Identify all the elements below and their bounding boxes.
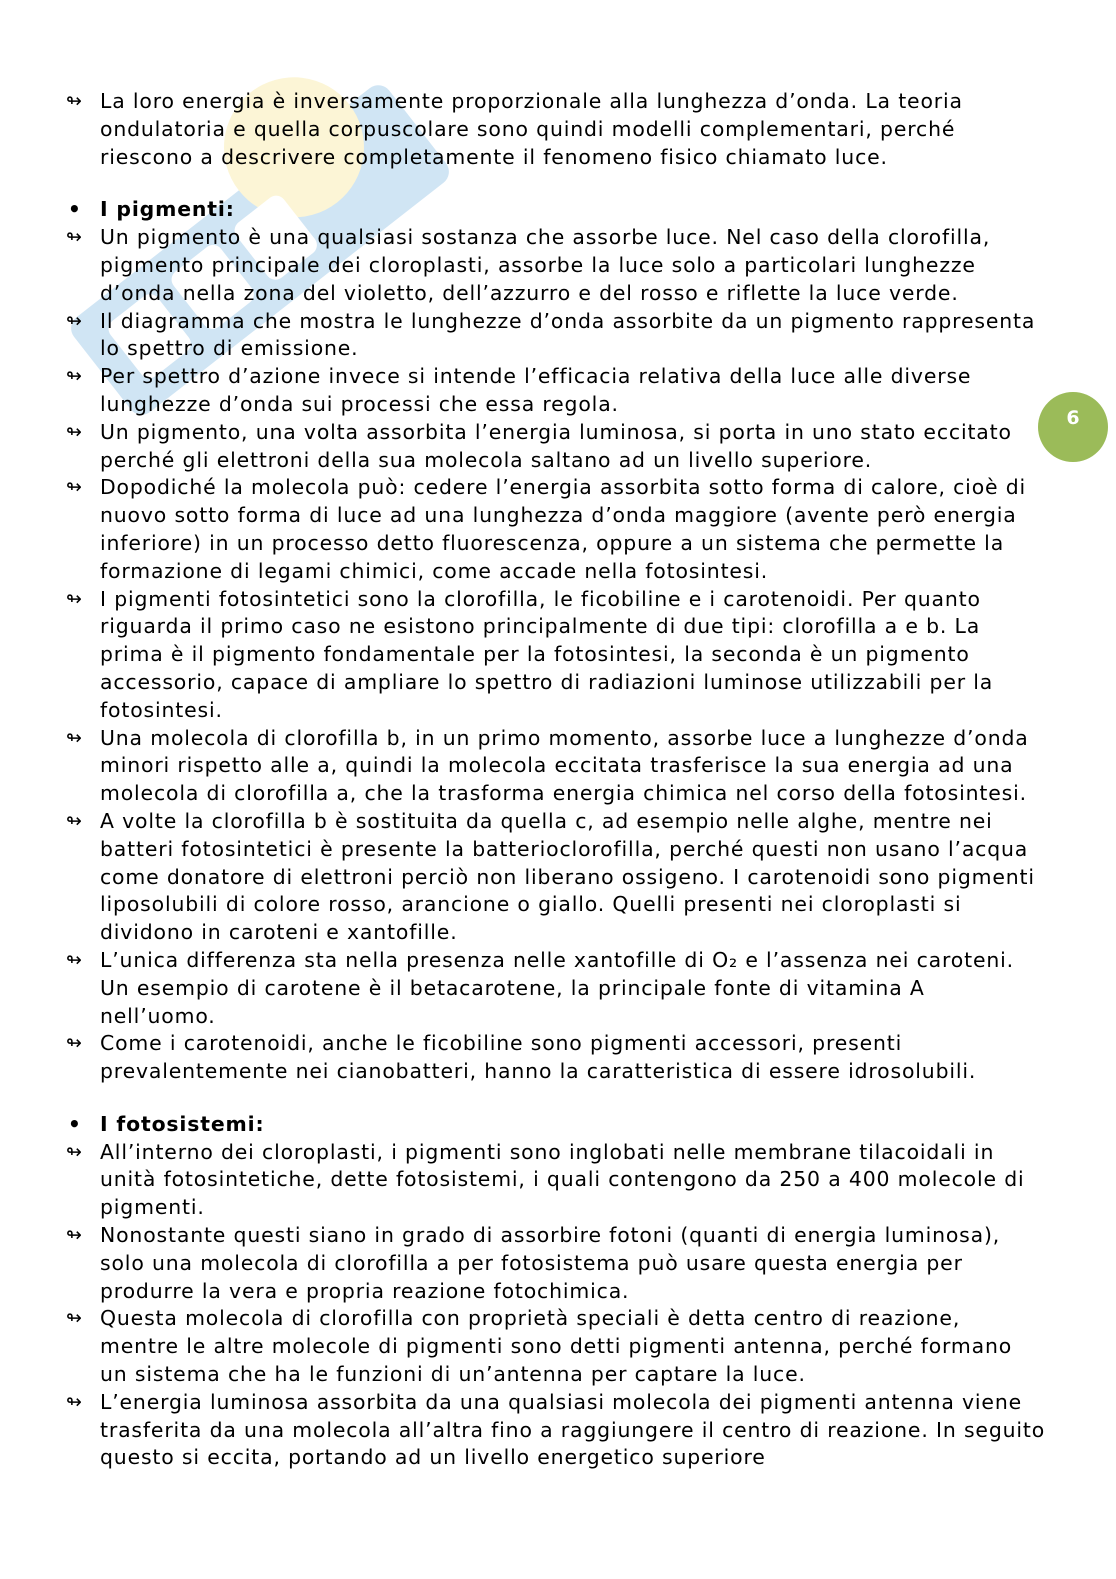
- list-item: [66, 1305, 1046, 1388]
- squiggle-arrow-icon: ↬: [66, 1390, 83, 1413]
- squiggle-arrow-icon: ↬: [66, 1032, 83, 1055]
- list-item-text: A volte la clorofilla b è sostituita da quella c, ad esempio nelle alghe, mentre nei batteri fotosintetici è presente la batterioclorofilla, perché questi non usano l’acqua come donatore di elettroni perciò non liberano ossigeno. I carotenoidi sono pigmenti liposolubili di colore rosso, arancione o giallo. Quelli presenti nei cloroplasti si dividono in caroteni e xantofille.: [100, 808, 1035, 945]
- section-heading-pigmenti: [66, 196, 1046, 224]
- list-item: [66, 224, 1046, 307]
- squiggle-arrow-icon: ↬: [66, 809, 83, 832]
- list-item-text: All’interno dei cloroplasti, i pigmenti sono inglobati nelle membrane tilacoidali in unità fotosintetiche, dette fotosistemi, i quali contengono da 250 a 400 molecole di pigmenti.: [100, 1139, 1025, 1220]
- list-item-text: Un pigmento è una qualsiasi sostanza che assorbe luce. Nel caso della clorofilla, pigmento principale dei cloroplasti, assorbe la luce solo a particolari lunghezze d’onda nella zona del violetto, dell’azzurro e del rosso e riflette la luce verde.: [100, 225, 991, 305]
- list-item-text: Come i carotenoidi, anche le ficobiline sono pigmenti accessori, presenti prevalentemente nei cianobatteri, hanno la caratteristica di essere idrosolubili.: [100, 1031, 977, 1084]
- bullet-dot-icon: •: [68, 197, 82, 222]
- list-item: [66, 1030, 1046, 1086]
- squiggle-arrow-icon: ↬: [66, 1224, 83, 1247]
- page-number: 6: [1066, 407, 1080, 429]
- list-item: [66, 808, 1046, 947]
- list-item-text: Un pigmento, una volta assorbita l’energia luminosa, si porta in uno stato eccitato perché gli elettroni della sua molecola saltano ad un livello superiore.: [100, 419, 1012, 472]
- squiggle-arrow-icon: ↬: [66, 948, 83, 971]
- bullet-dot-icon: •: [68, 1111, 82, 1136]
- squiggle-arrow-icon: ↬: [66, 420, 83, 443]
- squiggle-arrow-icon: ↬: [66, 226, 83, 249]
- list-item: [66, 947, 1046, 1030]
- list-item: [66, 1139, 1046, 1222]
- list-item-text: La loro energia è inversamente proporzionale alla lunghezza d’onda. La teoria ondulatoria e quella corpuscolare sono quindi modelli complementari, perché riescono a descrivere completamente il fenomeno fisico chiamato luce.: [100, 89, 963, 169]
- squiggle-arrow-icon: ↬: [66, 1307, 83, 1330]
- list-item-text: Per spettro d’azione invece si intende l’efficacia relativa della luce alle diverse lunghezze d’onda sui processi che essa regola.: [100, 364, 972, 416]
- squiggle-arrow-icon: ↬: [66, 726, 83, 749]
- squiggle-arrow-icon: ↬: [66, 1140, 83, 1163]
- page-number-badge: [1038, 392, 1108, 462]
- list-item-text: L’energia luminosa assorbita da una qualsiasi molecola dei pigmenti antenna viene trasferita da una molecola all’altra fino a raggiungere il centro di reazione. In seguito questo si eccita, portando ad un livello energetico superiore: [100, 1389, 1046, 1470]
- list-item: [66, 308, 1046, 364]
- list-item: [66, 725, 1046, 808]
- squiggle-arrow-icon: ↬: [66, 587, 83, 610]
- squiggle-arrow-icon: ↬: [66, 476, 83, 499]
- list-item-text: I pigmenti fotosintetici sono la clorofilla, le ficobiline e i carotenoidi. Per quanto riguarda il primo caso ne esistono principalmente di due tipi: clorofilla a e b. La prima è il pigmento fondamentale per la fotosintesi, la seconda è un pigmento accessorio, capace di ampliare lo spettro di radiazioni luminose utilizzabili per la fotosintesi.: [100, 586, 994, 722]
- list-item-text: Dopodiché la molecola può: cedere l’energia assorbita sotto forma di calore, cioè di nuovo sotto forma di luce ad una lunghezza d’onda maggiore (avente però energia inferiore) in un processo detto fluorescenza, oppure a un sistema che permette la formazione di legami chimici, come accade nella fotosintesi.: [100, 475, 1027, 583]
- section-heading-text: I pigmenti:: [100, 197, 235, 222]
- section-heading-fotosistemi: [66, 1111, 1046, 1139]
- section-heading-text: I fotosistemi:: [100, 1111, 265, 1136]
- list-item: [66, 1222, 1046, 1305]
- list-item-text: Una molecola di clorofilla b, in un primo momento, assorbe luce a lunghezze d’onda minori rispetto alle a, quindi la molecola eccitata trasferisce la sua energia ad una molecola di clorofilla a, che la trasforma energia chimica nel corso della fotosintesi.: [100, 725, 1029, 806]
- list-item: [66, 474, 1046, 585]
- squiggle-arrow-icon: ↬: [66, 365, 83, 388]
- list-item: [66, 363, 1046, 419]
- list-item-text: L’unica differenza sta nella presenza nelle xantofille di O₂ e l’assenza nei caroteni. Un esempio di carotene è il betacarotene, la principale fonte di vitamina A nell’uomo.: [100, 947, 1014, 1028]
- squiggle-arrow-icon: ↬: [66, 309, 83, 332]
- list-item: [66, 1389, 1046, 1472]
- document-body: [66, 88, 1046, 1472]
- list-item-text: Nonostante questi siano in grado di assorbire fotoni (quanti di energia luminosa), solo una molecola di clorofilla a per fotosistema può usare questa energia per produrre la vera e propria reazione fotochimica.: [100, 1223, 1001, 1303]
- list-item: [66, 88, 1046, 171]
- list-item-text: Il diagramma che mostra le lunghezze d’onda assorbite da un pigmento rappresenta lo spettro di emissione.: [100, 308, 1036, 361]
- list-item-text: Questa molecola di clorofilla con proprietà speciali è detta centro di reazione, mentre le altre molecole di pigmenti sono detti pigmenti antenna, perché formano un sistema che ha le funzioni di un’antenna per captare la luce.: [100, 1306, 1013, 1387]
- squiggle-arrow-icon: ↬: [66, 90, 83, 112]
- list-item: [66, 586, 1046, 725]
- list-item: [66, 419, 1046, 475]
